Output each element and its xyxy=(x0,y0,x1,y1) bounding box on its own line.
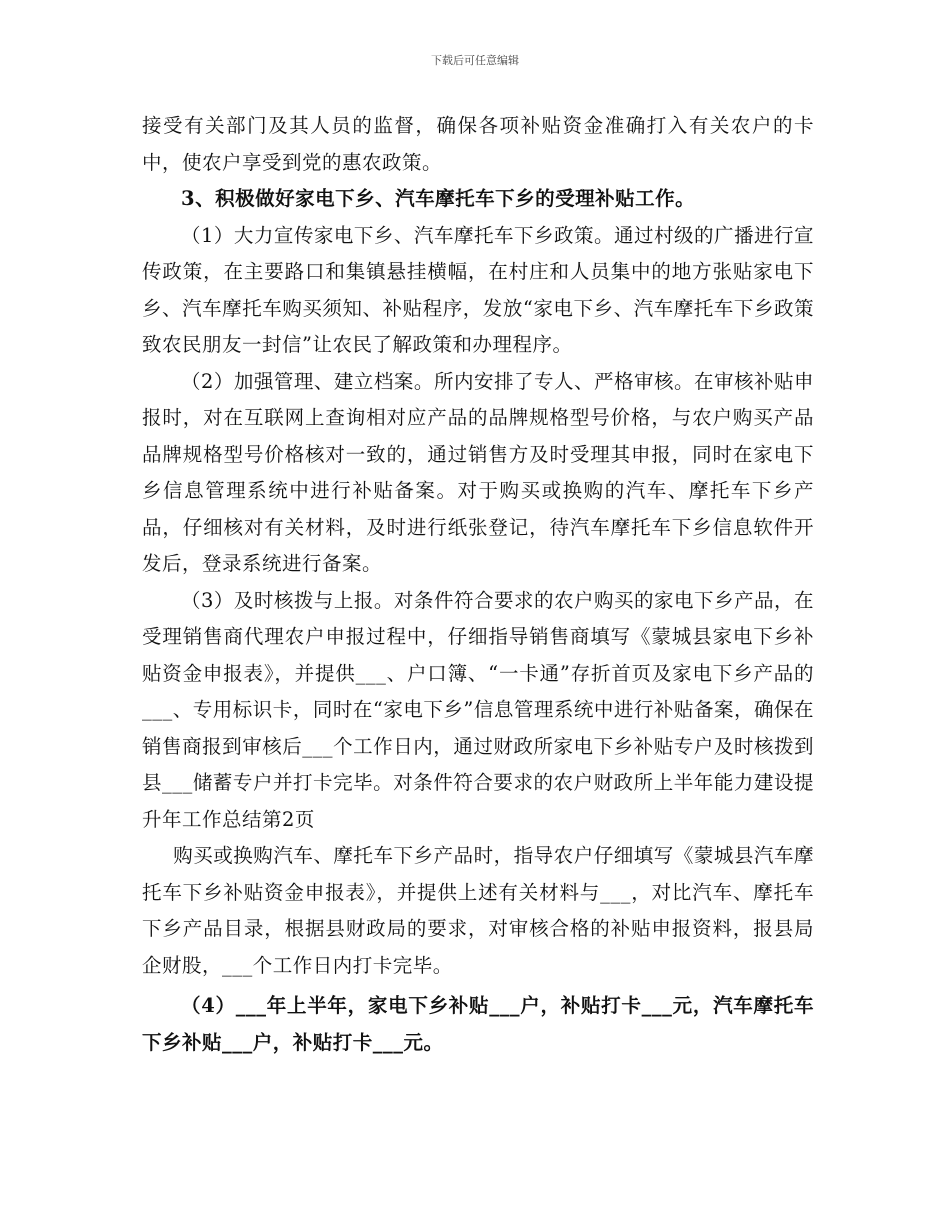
paragraph-continuation: 购买或换购汽车、摩托车下乡产品时，指导农户仔细填写《蒙城县汽车摩托车下乡补贴资金申报表》，并提供上述有关材料与___，对比汽车、摩托车下乡产品目录，根据县财政局的要求，对审核合格的补贴申报资料，报县局企财股，___个工作日内打卡完毕。 xyxy=(142,844,814,977)
document-body xyxy=(142,108,814,1061)
paragraph-item-3: （3）及时核拨与上报。对条件符合要求的农户购买的家电下乡产品，在受理销售商代理农户申报过程中，仔细指导销售商填写《蒙城县家电下乡补贴资金申报表》，并提供___、户口簿、“一卡通”存折首页及家电下乡产品的___、专用标识卡，同时在“家电下乡”信息管理系统中进行补贴备案，确保在销售商报到审核后___个工作日内，通过财政所家电下乡补贴专户及时核拨到县___储蓄专户并打卡完毕。对条件符合要求的农户财政所上半年能力建设提升年工作总结第2页 xyxy=(142,588,814,831)
section-heading-3: 3、积极做好家电下乡、汽车摩托车下乡的受理补贴工作。 xyxy=(181,187,696,210)
paragraph-item-4: （4）___年上半年，家电下乡补贴___户，补贴打卡___元，汽车摩托车下乡补贴___户，补贴打卡___元。 xyxy=(142,994,814,1054)
page-header: 下载后可任意编辑 xyxy=(431,54,519,67)
paragraph-1: 接受有关部门及其人员的监督，确保各项补贴资金准确打入有关农户的卡中，使农户享受到党的惠农政策。 xyxy=(142,114,814,174)
paragraph-item-1: （1）大力宣传家电下乡、汽车摩托车下乡政策。通过村级的广播进行宣传政策，在主要路口和集镇悬挂横幅，在村庄和人员集中的地方张贴家电下乡、汽车摩托车购买须知、补贴程序，发放“家电下乡、汽车摩托车下乡政策致农民朋友一封信”让农民了解政策和办理程序。 xyxy=(142,223,814,356)
paragraph-item-2: （2）加强管理、建立档案。所内安排了专人、严格审核。在审核补贴申报时，对在互联网上查询相对应产品的品牌规格型号价格，与农户购买产品品牌规格型号价格核对一致的，通过销售方及时受理其申报，同时在家电下乡信息管理系统中进行补贴备案。对于购买或换购的汽车、摩托车下乡产品，仔细核对有关材料，及时进行纸张登记，待汽车摩托车下乡信息软件开发后，登录系统进行备案。 xyxy=(142,369,814,575)
